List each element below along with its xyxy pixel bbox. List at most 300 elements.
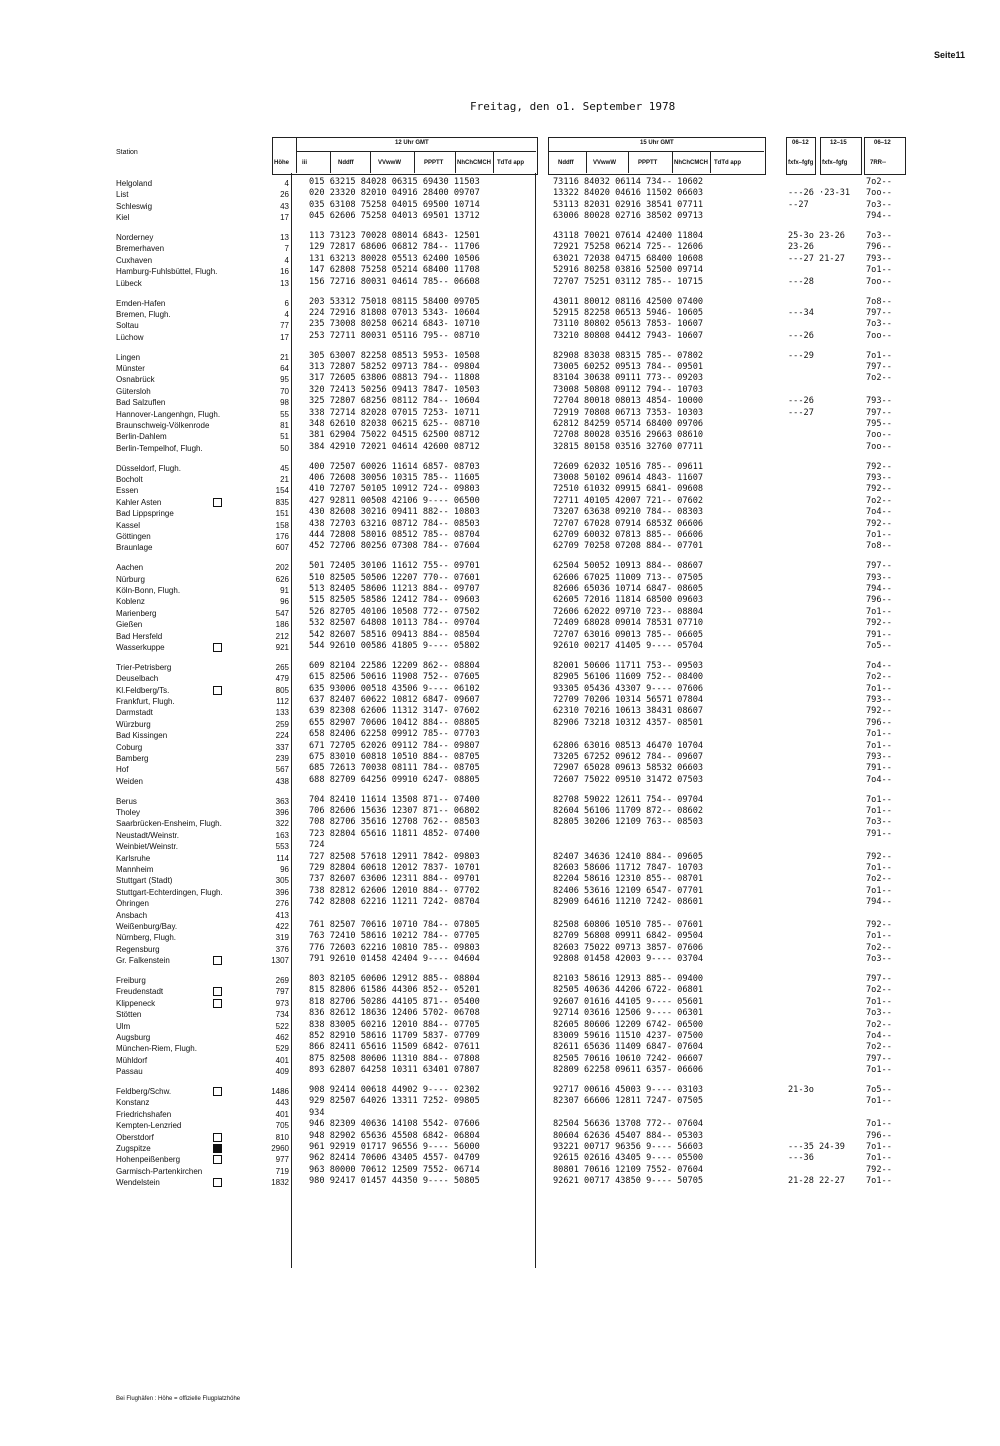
- table-row: [0, 795, 1000, 806]
- obs-12utc: 410 72707 50105 10912 724-- 09803: [309, 484, 480, 495]
- station-name: Karlsruhe: [116, 853, 151, 863]
- obs-15utc: 62504 50052 10913 884-- 08607: [553, 561, 704, 572]
- obs-15utc: 73205 67252 09612 784-- 09607: [553, 751, 704, 762]
- station-name: Freiburg: [116, 976, 146, 985]
- obs-12utc: 934: [309, 1107, 325, 1118]
- station-height: 401: [275, 1055, 289, 1065]
- divider: [330, 151, 331, 173]
- obs-15utc: 72409 68028 09014 78531 07710: [553, 618, 704, 629]
- station-name: Klippeneck: [116, 998, 156, 1008]
- precip-06-12: 7o1--: [866, 1176, 892, 1187]
- station-name: Oberstdorf: [116, 1132, 154, 1142]
- obs-15utc: 72919 70808 06713 7353- 10303: [553, 407, 704, 418]
- table-row: [0, 573, 1000, 584]
- station-name: Passau: [116, 1067, 143, 1077]
- station-height: 319: [275, 933, 289, 943]
- table-row: [0, 985, 1000, 996]
- obs-15utc: 83009 59616 11510 4237- 07500: [553, 1030, 704, 1041]
- obs-15utc: 63021 72038 04715 68400 10608: [553, 253, 704, 264]
- station-height: 276: [275, 899, 289, 909]
- divider: [628, 151, 629, 173]
- obs-12utc: 852 82910 58616 11709 5837- 07709: [309, 1030, 480, 1041]
- obs-12utc: 384 42910 72021 04614 42600 08712: [309, 441, 480, 452]
- obs-15utc: 43118 70021 07614 42400 11804: [553, 231, 704, 242]
- table-row: [0, 385, 1000, 396]
- obs-15utc: 72907 65028 09613 58532 06603: [553, 763, 704, 774]
- obs-12utc: 147 62808 75258 05214 68400 11708: [309, 265, 480, 276]
- station-name: Zugspitze: [116, 1143, 151, 1153]
- station-name: Weißenburg/Bay.: [116, 921, 178, 931]
- station-height: 50: [280, 443, 289, 453]
- table-row: [0, 1096, 1000, 1107]
- station-height: 154: [275, 486, 289, 496]
- station-height: 401: [275, 1109, 289, 1119]
- station-height: 438: [275, 776, 289, 786]
- station-height: 607: [275, 543, 289, 553]
- obs-12utc: 658 82406 62258 09912 785-- 07703: [309, 729, 480, 740]
- table-row: [0, 1085, 1000, 1096]
- station-height: 13: [280, 233, 289, 243]
- precip-06-12: 793--: [866, 472, 892, 483]
- obs-15utc: 93221 00717 96356 9---- 56603: [553, 1141, 704, 1152]
- precip-06-12: 793--: [866, 253, 892, 264]
- station-height: 835: [275, 497, 289, 507]
- station-name: Weiden: [116, 776, 143, 786]
- station-height: 43: [280, 201, 289, 211]
- precip-06-12: 7o3--: [866, 231, 892, 242]
- precip-06-12: 7o2--: [866, 373, 892, 384]
- station-name: Stuttgart (Stadt): [116, 876, 173, 886]
- precip-06-12: 7o5--: [866, 1085, 892, 1096]
- obs-15utc: 82603 58606 11712 7847- 10703: [553, 862, 704, 873]
- precip-06-12: 7o3--: [866, 1008, 892, 1019]
- precip-06-12: 793--: [866, 396, 892, 407]
- station-height: 176: [275, 531, 289, 541]
- obs-15utc: 72609 62032 10516 785-- 09611: [553, 461, 704, 472]
- obs-15utc: 80801 70616 12109 7552- 07604: [553, 1164, 704, 1175]
- precip-06-12: 7o2--: [866, 985, 892, 996]
- obs-12utc: 348 62610 82038 06215 625-- 08710: [309, 418, 480, 429]
- obs-15utc: 92610 00217 41405 9---- 05704: [553, 640, 704, 651]
- precip-06-12: 7o2--: [866, 672, 892, 683]
- station-name: Braunschweig-Völkenrode: [116, 420, 210, 430]
- obs-12utc: 675 83010 60818 10510 884-- 08705: [309, 751, 480, 762]
- station-name: Gießen: [116, 620, 143, 630]
- station-name: Würzburg: [116, 719, 151, 729]
- table-row: [0, 630, 1000, 641]
- obs-12utc: 962 82414 70606 43405 4557- 04709: [309, 1153, 480, 1164]
- obs-15utc: 62310 70216 10613 38431 08607: [553, 706, 704, 717]
- obs-12utc: 738 82812 62606 12010 884-- 07702: [309, 885, 480, 896]
- station-name: Kiel: [116, 213, 130, 223]
- station-height: 81: [280, 420, 289, 430]
- filled-square-icon: [213, 1144, 222, 1153]
- obs-12utc: 544 92610 00586 41805 9---- 05802: [309, 640, 480, 651]
- obs-15utc: 62806 63016 08513 46470 10704: [553, 740, 704, 751]
- station-height: 1307: [271, 956, 289, 966]
- station-name: Bad Lippspringe: [116, 509, 174, 519]
- station-height: 133: [275, 708, 289, 718]
- station-column-header: Station: [116, 149, 138, 156]
- gust-ranges: ---27: [788, 407, 814, 418]
- station-name: Emden-Hafen: [116, 298, 166, 308]
- table-row: [0, 672, 1000, 683]
- obs-15utc: 72707 75251 03112 785-- 10715: [553, 276, 704, 287]
- table-row: [0, 641, 1000, 652]
- station-height: 4: [284, 179, 289, 188]
- obs-12utc: 430 82608 30216 09411 882-- 10803: [309, 507, 480, 518]
- vvwww-header-2: VVwwW: [593, 160, 617, 166]
- table-row: [0, 920, 1000, 931]
- station-name: Norderney: [116, 233, 154, 243]
- table-row: [0, 1142, 1000, 1153]
- table-row: [0, 817, 1000, 828]
- obs-15utc: 63006 80028 02716 38502 09713: [553, 211, 704, 222]
- table-row: [0, 1119, 1000, 1130]
- station-height: 396: [275, 808, 289, 818]
- precip-06-12: 7o1--: [866, 1141, 892, 1152]
- open-square-icon: [213, 1133, 222, 1142]
- station-height: 6: [284, 298, 289, 308]
- station-height: 396: [275, 887, 289, 897]
- obs-15utc: 13322 84020 04616 11502 06603: [553, 188, 704, 199]
- divider: [710, 151, 711, 173]
- station-height: 269: [275, 976, 289, 985]
- station-name: Feldberg/Schw.: [116, 1087, 172, 1097]
- station-name: Bad Hersfeld: [116, 631, 163, 641]
- precip-06-12: 7o1--: [866, 529, 892, 540]
- obs-12utc: 866 82411 65616 11509 6842- 07611: [309, 1042, 480, 1053]
- table-row: [0, 1165, 1000, 1176]
- divider: [414, 151, 415, 173]
- station-name: Koblenz: [116, 597, 145, 607]
- precip-06-12: 7oo--: [866, 441, 892, 452]
- precip-06-12: 791--: [866, 763, 892, 774]
- station-height: 567: [275, 765, 289, 775]
- group-gap: [0, 1077, 1000, 1086]
- obs-15utc: 62812 84259 05714 68400 09706: [553, 418, 704, 429]
- table-row: [0, 308, 1000, 319]
- group-gap: [0, 223, 1000, 232]
- nddff-header: Nddff: [338, 160, 354, 166]
- station-name: Osnabrück: [116, 375, 155, 385]
- station-name: Bamberg: [116, 753, 149, 763]
- station-height: 422: [275, 921, 289, 931]
- station-height: 45: [280, 463, 289, 473]
- obs-12utc: 742 82808 62216 11211 7242- 08704: [309, 897, 480, 908]
- obs-15utc: 82407 34636 12410 884-- 09605: [553, 851, 704, 862]
- obs-12utc: 655 82907 70606 10412 884-- 08805: [309, 717, 480, 728]
- obs-12utc: 045 62606 75258 04013 69501 13712: [309, 211, 480, 222]
- station-height: 810: [275, 1132, 289, 1142]
- precip-06-12: 797--: [866, 361, 892, 372]
- table-row: [0, 177, 1000, 188]
- obs-15utc: 82504 56636 13708 772-- 07604: [553, 1119, 704, 1130]
- precip-06-12: 7o1--: [866, 931, 892, 942]
- divider: [296, 137, 297, 173]
- precip-06-12: 7o3--: [866, 319, 892, 330]
- precip-06-12: 793--: [866, 572, 892, 583]
- obs-12utc: 235 73008 80258 06214 6843- 10710: [309, 319, 480, 330]
- table-row: [0, 561, 1000, 572]
- station-height: 17: [280, 213, 289, 223]
- obs-12utc: 444 72808 58016 08512 785-- 08704: [309, 529, 480, 540]
- station-height: 626: [275, 574, 289, 584]
- station-height: 522: [275, 1021, 289, 1031]
- station-name: List: [116, 190, 129, 200]
- group-15utc-title: 15 Uhr GMT: [640, 140, 674, 146]
- station-height: 202: [275, 563, 289, 573]
- hoehe-header: Höhe: [274, 160, 289, 166]
- table-row: [0, 362, 1000, 373]
- divider: [586, 151, 587, 173]
- obs-12utc: 615 82506 50616 11908 752-- 07605: [309, 672, 480, 683]
- precip-06-12: 791--: [866, 828, 892, 839]
- precip-06-12: 7o1--: [866, 606, 892, 617]
- table-row: [0, 607, 1000, 618]
- obs-12utc: 963 80000 70612 12509 7552- 06714: [309, 1164, 480, 1175]
- station-name: Lübeck: [116, 278, 142, 288]
- open-square-icon: [213, 1178, 222, 1187]
- open-square-icon: [213, 686, 222, 695]
- range2-top: 12–15: [830, 140, 847, 146]
- station-name: Konstanz: [116, 1098, 150, 1108]
- precip-06-12: 797--: [866, 561, 892, 572]
- station-name: Bad Salzuflen: [116, 398, 166, 408]
- obs-12utc: 513 82405 58606 11213 884-- 09707: [309, 584, 480, 594]
- precip-06-12: 796--: [866, 242, 892, 253]
- station-height: 7: [284, 244, 289, 254]
- table-row: [0, 1108, 1000, 1119]
- table-row: [0, 1042, 1000, 1053]
- gust-ranges: ---34: [788, 307, 814, 318]
- station-height: 462: [275, 1032, 289, 1042]
- obs-15utc: 82604 56106 11709 872-- 08602: [553, 806, 704, 817]
- vvwww-header: VVwwW: [378, 160, 402, 166]
- precip-06-12: 792--: [866, 851, 892, 862]
- station-height: 114: [276, 853, 289, 863]
- precip-06-12: 7o1--: [866, 350, 892, 361]
- obs-12utc: 526 82705 40106 10508 772-- 07502: [309, 606, 480, 617]
- station-height: 163: [275, 830, 289, 840]
- station-name: Ulm: [116, 1021, 131, 1031]
- table-row: [0, 718, 1000, 729]
- table-row: [0, 507, 1000, 518]
- station-height: 26: [280, 190, 289, 200]
- station-name: Coburg: [116, 742, 143, 752]
- obs-12utc: 723 82804 65616 11811 4852- 07400: [309, 828, 480, 839]
- obs-15utc: 82805 30206 12109 763-- 08503: [553, 817, 704, 828]
- obs-12utc: 929 82507 64026 13311 7252- 09805: [309, 1096, 480, 1107]
- table-row: [0, 741, 1000, 752]
- station-height: 265: [275, 662, 289, 672]
- station-name: Bad Kissingen: [116, 731, 168, 741]
- station-height: 1486: [271, 1087, 289, 1097]
- obs-12utc: 818 82706 50286 44105 871-- 05400: [309, 996, 480, 1007]
- station-name: Ansbach: [116, 910, 148, 920]
- obs-12utc: 708 82706 35616 12708 762-- 08503: [309, 817, 480, 828]
- obs-12utc: 609 82104 22586 12209 862-- 08804: [309, 660, 480, 671]
- table-row: [0, 931, 1000, 942]
- obs-12utc: 763 72410 58616 10212 784-- 07705: [309, 931, 480, 942]
- obs-12utc: 776 72603 62216 10810 785-- 09803: [309, 942, 480, 953]
- obs-15utc: 62709 60032 07813 885-- 06606: [553, 529, 704, 540]
- obs-12utc: 338 72714 82028 07015 7253- 10711: [309, 407, 480, 418]
- obs-12utc: 948 82902 65636 45508 6842- 06804: [309, 1130, 480, 1141]
- gust-ranges: ---26: [788, 396, 814, 407]
- table-row: [0, 351, 1000, 362]
- table-row: [0, 684, 1000, 695]
- obs-12utc: 203 53312 75018 08115 58400 09705: [309, 296, 480, 307]
- precip-06-12: 796--: [866, 595, 892, 606]
- divider: [455, 151, 456, 173]
- obs-12utc: 313 72807 58252 09713 784-- 09804: [309, 361, 480, 372]
- station-height: 973: [275, 998, 289, 1008]
- table-row: [0, 231, 1000, 242]
- iii-header: iii: [302, 160, 308, 166]
- table-row: [0, 519, 1000, 530]
- obs-12utc: 688 82709 64256 09910 6247- 08805: [309, 774, 480, 785]
- open-square-icon: [213, 999, 222, 1008]
- divider: [370, 151, 371, 173]
- precip-06-12: 793--: [866, 751, 892, 762]
- station-name: Lingen: [116, 352, 141, 362]
- obs-15utc: 92717 00616 45003 9---- 03103: [553, 1085, 704, 1096]
- station-height: 363: [275, 796, 289, 806]
- gust-ranges: 25-3o 23-26: [788, 231, 845, 242]
- precip-06-12: 792--: [866, 484, 892, 495]
- precip-06-12: 7o1--: [866, 996, 892, 1007]
- footnote: Bei Flughäfen : Höhe = offizielle Flugplatzhöhe: [116, 1396, 241, 1402]
- station-height: 921: [275, 642, 289, 652]
- obs-15utc: 72510 61032 09915 6841- 09608: [553, 484, 704, 495]
- station-name: Saarbrücken-Ensheim, Flugh.: [116, 819, 222, 829]
- precip-06-12: 797--: [866, 1053, 892, 1064]
- station-height: 4: [284, 309, 289, 319]
- obs-15utc: 82505 40636 44206 6722- 06801: [553, 985, 704, 996]
- group-gap: [0, 553, 1000, 562]
- obs-15utc: 73008 50102 09614 4843- 11607: [553, 472, 704, 483]
- obs-12utc: 015 63215 84028 06315 69430 11503: [309, 177, 480, 187]
- nh-header: NhChCMCH: [457, 160, 491, 166]
- obs-15utc: 82001 50606 11711 753-- 09503: [553, 660, 704, 671]
- ppptt-header: PPPTT: [424, 160, 444, 166]
- group-gap: [0, 966, 1000, 975]
- table-row: [0, 595, 1000, 606]
- station-height: 55: [280, 409, 289, 419]
- obs-12utc: 253 72711 80031 05116 795-- 08710: [309, 330, 480, 341]
- precip-06-12: 7o1--: [866, 683, 892, 694]
- open-square-icon: [213, 643, 222, 652]
- station-name: Berlin-Dahlem: [116, 432, 167, 442]
- station-height: 805: [275, 685, 289, 695]
- obs-15utc: 73008 50808 09112 794-- 10703: [553, 384, 704, 395]
- precip-06-12: 7o4--: [866, 660, 892, 671]
- station-name: Trier-Petrisberg: [116, 662, 172, 672]
- table-row: [0, 943, 1000, 954]
- obs-15utc: 82709 56808 09911 6842- 09504: [553, 931, 704, 942]
- obs-15utc: 52915 82258 06513 5946- 10605: [553, 307, 704, 318]
- station-name: Hohenpeißenberg: [116, 1155, 181, 1165]
- station-height: 705: [275, 1121, 289, 1131]
- obs-15utc: 92714 03616 12506 9---- 06301: [553, 1008, 704, 1019]
- obs-15utc: 82103 58616 12913 885-- 09400: [553, 974, 704, 984]
- obs-15utc: 72921 75258 06214 725-- 12606: [553, 242, 704, 253]
- table-row: [0, 974, 1000, 985]
- divider: [672, 151, 673, 173]
- station-height: 305: [275, 876, 289, 886]
- station-name: Tholey: [116, 808, 141, 818]
- station-name: Helgoland: [116, 179, 153, 188]
- station-name: Münster: [116, 363, 145, 373]
- table-row: [0, 1054, 1000, 1065]
- obs-15utc: 93305 05436 43307 9---- 07606: [553, 683, 704, 694]
- precip-06-12: 7oo--: [866, 188, 892, 199]
- obs-12utc: 737 82607 63606 12311 884-- 09701: [309, 874, 480, 885]
- obs-12utc: 727 82508 57618 12911 7842- 09803: [309, 851, 480, 862]
- gust-ranges: ---29: [788, 350, 814, 361]
- station-name: Lüchow: [116, 332, 144, 342]
- obs-12utc: 510 82505 50506 12207 770-- 07601: [309, 572, 480, 583]
- obs-12utc: 113 73123 70028 08014 6843- 12501: [309, 231, 480, 242]
- station-name: Gütersloh: [116, 386, 151, 396]
- station-table-body: [0, 177, 1000, 1188]
- obs-15utc: 80604 62636 45407 884-- 05303: [553, 1130, 704, 1141]
- station-name: München-Riem, Flugh.: [116, 1044, 197, 1054]
- station-height: 77: [280, 321, 289, 331]
- obs-12utc: 325 72807 68256 08112 784-- 10604: [309, 396, 480, 407]
- precip-06-12: 792--: [866, 518, 892, 529]
- precip-06-12: 7o8--: [866, 296, 892, 307]
- table-row: [0, 695, 1000, 706]
- table-row: [0, 661, 1000, 672]
- obs-12utc: 320 72413 50256 09413 7847- 10503: [309, 384, 480, 395]
- obs-12utc: 815 82806 61586 44306 852-- 05201: [309, 985, 480, 996]
- precip-06-12: 7o1--: [866, 1119, 892, 1130]
- station-name: Freudenstadt: [116, 987, 164, 997]
- obs-12utc: 224 72916 81808 07013 5343- 10604: [309, 307, 480, 318]
- precip-06-12: 792--: [866, 461, 892, 472]
- obs-12utc: 129 72817 68606 06812 784-- 11706: [309, 242, 480, 253]
- station-height: 259: [275, 719, 289, 729]
- table-row: [0, 706, 1000, 717]
- obs-15utc: 82606 65036 10714 6847- 08605: [553, 584, 704, 594]
- precip-06-12: 7o4--: [866, 507, 892, 518]
- station-name: Garmisch-Partenkirchen: [116, 1166, 203, 1176]
- obs-12utc: 452 72706 80256 07308 784-- 07604: [309, 541, 480, 552]
- obs-12utc: 639 82308 62606 11312 3147- 07602: [309, 706, 480, 717]
- obs-12utc: 671 72705 62026 09112 784-- 09807: [309, 740, 480, 751]
- obs-15utc: 82605 80606 12209 6742- 06500: [553, 1019, 704, 1030]
- precip-06-12: 7o2--: [866, 942, 892, 953]
- obs-15utc: 62605 72016 11814 68500 09603: [553, 595, 704, 606]
- obs-15utc: 92607 01616 44105 9---- 05601: [553, 996, 704, 1007]
- table-row: [0, 473, 1000, 484]
- table-row: [0, 584, 1000, 595]
- group-gap: [0, 342, 1000, 351]
- station-name: Stuttgart-Echterdingen, Flugh.: [116, 887, 223, 897]
- station-name: Kassel: [116, 520, 141, 530]
- table-row: [0, 997, 1000, 1008]
- obs-12utc: 838 83005 60216 12010 884-- 07705: [309, 1019, 480, 1030]
- station-height: 98: [280, 398, 289, 408]
- table-row: [0, 1031, 1000, 1042]
- range1-bottom: fxfx–fgfg: [788, 160, 814, 166]
- precip-06-12: 7o2--: [866, 177, 892, 187]
- table-row: [0, 752, 1000, 763]
- station-height: 16: [280, 267, 289, 277]
- obs-15utc: 43011 80012 08116 42500 07400: [553, 296, 704, 307]
